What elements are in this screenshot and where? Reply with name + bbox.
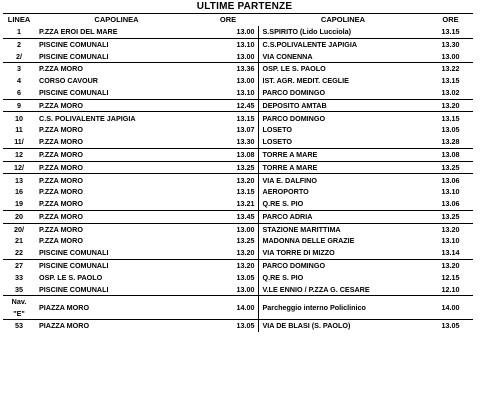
- departure-time-1: 13.00: [198, 50, 258, 62]
- terminus-2: C.S.POLIVALENTE JAPIGIA: [258, 38, 428, 50]
- terminus-2: Q.RE S. PIO: [258, 198, 428, 210]
- line-number: 13: [15, 175, 23, 185]
- departure-time-1: 13.25: [198, 161, 258, 174]
- departure-time-2: 13.22: [441, 64, 460, 74]
- terminus-1: P.ZZA MORO: [35, 210, 198, 223]
- table-row: [3, 87, 473, 99]
- terminus-1: P.ZZA MORO: [39, 187, 83, 197]
- table-row: [3, 124, 473, 136]
- terminus-1: PISCINE COMUNALI: [39, 39, 109, 49]
- departure-time-2: 13.10: [441, 187, 460, 197]
- terminus-2: AEROPORTO: [258, 186, 428, 198]
- departure-time-2: 12.15: [441, 272, 460, 282]
- table-header-row: [3, 14, 473, 26]
- table-row: [3, 63, 473, 75]
- terminus-2: MADONNA DELLE GRAZIE: [258, 235, 428, 247]
- line-number: 21: [15, 236, 23, 246]
- line-number: 11: [15, 125, 23, 135]
- terminus-2: PARCO DOMINGO: [258, 87, 428, 99]
- terminus-1: PISCINE COMUNALI: [35, 284, 198, 296]
- terminus-2: VIA DE BLASI (S. PAOLO): [258, 320, 428, 332]
- line-number: 1: [3, 26, 35, 38]
- terminus-1: P.ZZA MORO: [39, 175, 83, 185]
- header-time-2: ORE: [442, 15, 459, 25]
- table-row: [3, 198, 473, 210]
- line-number: Nav. "E": [3, 296, 35, 320]
- table-row: [3, 284, 473, 296]
- terminus-2: V.LE ENNIO / P.ZZA G. CESARE: [258, 284, 428, 296]
- terminus-2: S.SPIRITO (Lido Lucciola): [258, 26, 428, 38]
- departure-time-1: 13.00: [198, 26, 258, 38]
- departure-time-1: 13.20: [236, 261, 255, 271]
- terminus-2: Q.RE S. PIO: [258, 272, 428, 284]
- departure-time-1: 13.07: [236, 125, 255, 135]
- terminus-2: TORRE A MARE: [258, 161, 428, 174]
- departure-time-1: 13.21: [198, 198, 258, 210]
- terminus-1: P.ZZA MORO: [39, 125, 83, 135]
- table-row: [3, 75, 473, 87]
- table-row: [3, 161, 473, 174]
- line-number: 2/: [3, 50, 35, 62]
- line-number: 4: [17, 76, 21, 86]
- departures-table: [3, 14, 473, 332]
- table-row: [3, 210, 473, 223]
- terminus-1: P.ZZA MORO: [39, 224, 83, 234]
- line-number: 12/: [3, 161, 35, 174]
- terminus-1: P.ZZA MORO: [39, 236, 83, 246]
- table-row: [3, 174, 473, 186]
- terminus-1: OSP. LE S. PAOLO: [39, 272, 103, 282]
- departure-time-2: 13.20: [441, 224, 460, 234]
- table-body: [3, 26, 473, 332]
- table-row: [3, 50, 473, 62]
- terminus-1: P.ZZA EROI DEL MARE: [35, 26, 198, 38]
- departure-time-1: 13.05: [236, 272, 255, 282]
- terminus-2: VIA E. DALFINO: [258, 174, 428, 186]
- header-terminus-2: CAPOLINEA: [320, 15, 366, 25]
- line-number: 35: [3, 284, 35, 296]
- terminus-2: Parcheggio interno Policlinico: [258, 296, 428, 320]
- line-number: 9: [3, 99, 35, 112]
- terminus-2: LOSETO: [258, 124, 428, 136]
- table-row: [3, 272, 473, 284]
- departure-time-2: 13.06: [441, 175, 460, 185]
- terminus-1: C.S. POLIVALENTE JAPIGIA: [39, 113, 136, 123]
- terminus-2: STAZIONE MARITTIMA: [258, 223, 428, 235]
- departure-time-1: 13.20: [236, 175, 255, 185]
- departure-time-1: 13.30: [198, 136, 258, 148]
- departure-time-2: 13.25: [428, 161, 473, 174]
- line-number: 53: [15, 321, 23, 331]
- departure-time-1: 13.15: [236, 113, 255, 123]
- line-number: 20: [3, 210, 35, 223]
- departure-time-1: 14.00: [198, 296, 258, 320]
- terminus-1: P.ZZA MORO: [39, 64, 83, 74]
- departure-time-1: 13.05: [236, 321, 255, 331]
- departure-time-2: 13.05: [441, 321, 460, 331]
- departure-time-2: 13.20: [441, 261, 460, 271]
- line-number: 16: [15, 187, 23, 197]
- header-terminus-1: CAPOLINEA: [94, 15, 139, 25]
- departure-time-1: 13.45: [198, 210, 258, 223]
- table-row: [3, 136, 473, 148]
- header-time-1: ORE: [219, 15, 237, 25]
- departure-time-1: 13.00: [198, 284, 258, 296]
- terminus-2: VIA CONENNA: [258, 50, 428, 62]
- table-row: [3, 148, 473, 161]
- line-number: 19: [3, 198, 35, 210]
- departure-time-2: 13.14: [428, 247, 473, 259]
- departure-time-2: 13.15: [428, 26, 473, 38]
- line-number: 11/: [3, 136, 35, 148]
- departure-time-1: 13.00: [236, 76, 255, 86]
- terminus-2: PARCO DOMINGO: [258, 112, 428, 124]
- table-row: [3, 112, 473, 124]
- line-number: 22: [3, 247, 35, 259]
- terminus-2: OSP. LE S. PAOLO: [258, 63, 428, 75]
- departure-time-2: 13.25: [428, 210, 473, 223]
- table-row: [3, 235, 473, 247]
- departure-time-1: 13.08: [198, 148, 258, 161]
- departure-time-2: 12.10: [428, 284, 473, 296]
- table-row: [3, 99, 473, 112]
- departure-time-1: 13.25: [236, 236, 255, 246]
- terminus-2: PARCO ADRIA: [258, 210, 428, 223]
- departure-time-2: 14.00: [428, 296, 473, 320]
- terminus-1: PIAZZA MORO: [39, 321, 90, 331]
- table-row: [3, 259, 473, 271]
- table-row: [3, 223, 473, 235]
- line-number: 33: [15, 272, 23, 282]
- table-row: [3, 26, 473, 38]
- terminus-1: PISCINE COMUNALI: [35, 50, 198, 62]
- table-row: [3, 296, 473, 320]
- terminus-1: PISCINE COMUNALI: [39, 261, 109, 271]
- table-row: [3, 247, 473, 259]
- line-number: 20/: [14, 224, 24, 234]
- departure-time-2: 13.02: [428, 87, 473, 99]
- terminus-1: PISCINE COMUNALI: [35, 247, 198, 259]
- terminus-1: PISCINE COMUNALI: [35, 87, 198, 99]
- terminus-2: IST. AGR. MEDIT. CEGLIE: [258, 75, 428, 87]
- terminus-2: PARCO DOMINGO: [258, 259, 428, 271]
- terminus-1: CORSO CAVOUR: [39, 76, 98, 86]
- terminus-1: P.ZZA MORO: [35, 198, 198, 210]
- terminus-1: P.ZZA MORO: [35, 148, 198, 161]
- terminus-1: P.ZZA MORO: [35, 99, 198, 112]
- line-number: 3: [17, 64, 21, 74]
- departure-time-2: 13.06: [428, 198, 473, 210]
- departure-time-2: 13.00: [428, 50, 473, 62]
- departure-time-2: 13.10: [441, 236, 460, 246]
- table-row: [3, 38, 473, 50]
- line-number: 2: [17, 39, 21, 49]
- line-number: 27: [15, 261, 23, 271]
- departure-time-1: 13.10: [236, 39, 255, 49]
- terminus-2: TORRE A MARE: [258, 148, 428, 161]
- departure-time-1: 12.45: [198, 99, 258, 112]
- table-row: [3, 320, 473, 332]
- terminus-2: DEPOSITO AMTAB: [258, 99, 428, 112]
- departure-time-1: 13.36: [236, 64, 255, 74]
- departure-time-2: 13.28: [428, 136, 473, 148]
- terminus-2: VIA TORRE DI MIZZO: [258, 247, 428, 259]
- departure-time-1: 13.20: [198, 247, 258, 259]
- line-number: 12: [3, 148, 35, 161]
- line-number: 6: [3, 87, 35, 99]
- departure-time-1: 13.10: [198, 87, 258, 99]
- terminus-1: P.ZZA MORO: [35, 136, 198, 148]
- terminus-1: P.ZZA MORO: [35, 161, 198, 174]
- departure-time-1: 13.00: [236, 224, 255, 234]
- departure-time-2: 13.05: [441, 125, 460, 135]
- departure-time-2: 13.30: [441, 39, 460, 49]
- header-line: LINEA: [7, 15, 31, 25]
- departure-time-2: 13.15: [441, 113, 460, 123]
- departure-time-2: 13.08: [428, 148, 473, 161]
- departure-time-1: 13.15: [236, 187, 255, 197]
- departure-time-2: 13.15: [441, 76, 460, 86]
- line-number: 10: [15, 113, 23, 123]
- terminus-1: PIAZZA MORO: [35, 296, 198, 320]
- page-title: ULTIME PARTENZE: [196, 1, 293, 12]
- terminus-2: LOSETO: [258, 136, 428, 148]
- departure-time-2: 13.20: [428, 99, 473, 112]
- table-row: [3, 186, 473, 198]
